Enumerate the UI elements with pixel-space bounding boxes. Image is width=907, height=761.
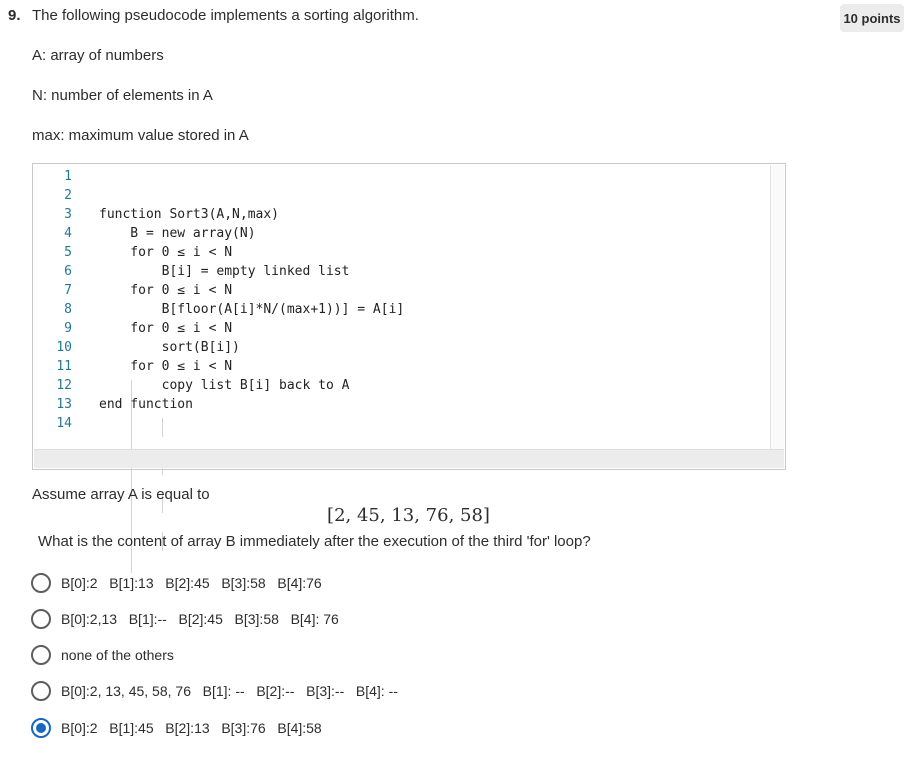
code-line	[34, 300, 772, 319]
question-title: The following pseudocode implements a sorting algorithm.	[32, 7, 419, 24]
line-number: 14	[56, 416, 72, 431]
code-line	[34, 243, 772, 262]
code-text: function Sort3(A,N,max)	[99, 207, 280, 222]
answer-option[interactable]	[31, 572, 322, 594]
question-prompt: What is the content of array B immediately after the execution of the third 'for' loop?	[38, 533, 591, 550]
line-number: 12	[56, 378, 72, 393]
radio-selected-icon[interactable]	[31, 718, 51, 738]
code-line	[34, 376, 772, 395]
line-number: 3	[64, 207, 72, 222]
code-text: end function	[99, 397, 193, 412]
radio-icon[interactable]	[31, 681, 51, 701]
radio-icon[interactable]	[31, 609, 51, 629]
line-number: 6	[64, 264, 72, 279]
code-text: for 0 ≤ i < N	[99, 321, 233, 336]
line-number: 7	[64, 283, 72, 298]
line-number: 10	[56, 340, 72, 355]
code-text: B[i] = empty linked list	[99, 264, 350, 279]
code-editor[interactable]	[32, 163, 786, 470]
code-line	[34, 167, 772, 186]
radio-icon[interactable]	[31, 573, 51, 593]
question-number: 9.	[8, 7, 21, 24]
answer-option[interactable]	[31, 680, 398, 702]
option-label: B[0]:2,13 B[1]:-- B[2]:45 B[3]:58 B[4]: 76	[61, 611, 339, 627]
answer-option[interactable]	[31, 717, 322, 739]
vertical-scrollbar[interactable]	[770, 165, 784, 451]
code-line	[34, 186, 772, 205]
definition-n: N: number of elements in A	[32, 87, 213, 104]
radio-icon[interactable]	[31, 645, 51, 665]
line-number: 2	[64, 188, 72, 203]
line-number: 13	[56, 397, 72, 412]
line-number: 5	[64, 245, 72, 260]
definition-a: A: array of numbers	[32, 47, 164, 64]
code-line	[34, 281, 772, 300]
option-label: B[0]:2, 13, 45, 58, 76 B[1]: -- B[2]:-- B[3]:-- B[4]: --	[61, 683, 398, 699]
code-line	[34, 357, 772, 376]
code-text: sort(B[i])	[99, 340, 240, 355]
line-number: 9	[64, 321, 72, 336]
option-label: B[0]:2 B[1]:45 B[2]:13 B[3]:76 B[4]:58	[61, 720, 322, 736]
code-line	[34, 319, 772, 338]
code-line	[34, 205, 772, 224]
option-label: B[0]:2 B[1]:13 B[2]:45 B[3]:58 B[4]:76	[61, 575, 322, 591]
code-line	[34, 338, 772, 357]
horizontal-scrollbar[interactable]	[34, 449, 784, 468]
code-text: B = new array(N)	[99, 226, 256, 241]
code-text: B[floor(A[i]*N/(max+1))] = A[i]	[99, 302, 405, 317]
line-number: 1	[64, 169, 72, 184]
definition-max: max: maximum value stored in A	[32, 127, 249, 144]
code-line	[34, 224, 772, 243]
code-line	[34, 262, 772, 281]
code-text: for 0 ≤ i < N	[99, 245, 233, 260]
answer-option[interactable]	[31, 644, 174, 666]
line-number: 4	[64, 226, 72, 241]
array-math: [2, 45, 13, 76, 58]	[327, 505, 490, 526]
code-line	[34, 414, 772, 433]
code-text: copy list B[i] back to A	[99, 378, 350, 393]
code-text: for 0 ≤ i < N	[99, 359, 233, 374]
code-line	[34, 395, 772, 414]
points-badge: 10 points	[840, 4, 904, 32]
line-number: 8	[64, 302, 72, 317]
code-area	[34, 165, 772, 451]
code-text: for 0 ≤ i < N	[99, 283, 233, 298]
line-number: 11	[56, 359, 72, 374]
answer-option[interactable]	[31, 608, 339, 630]
assume-text: Assume array A is equal to	[32, 486, 210, 503]
option-label: none of the others	[61, 647, 174, 663]
